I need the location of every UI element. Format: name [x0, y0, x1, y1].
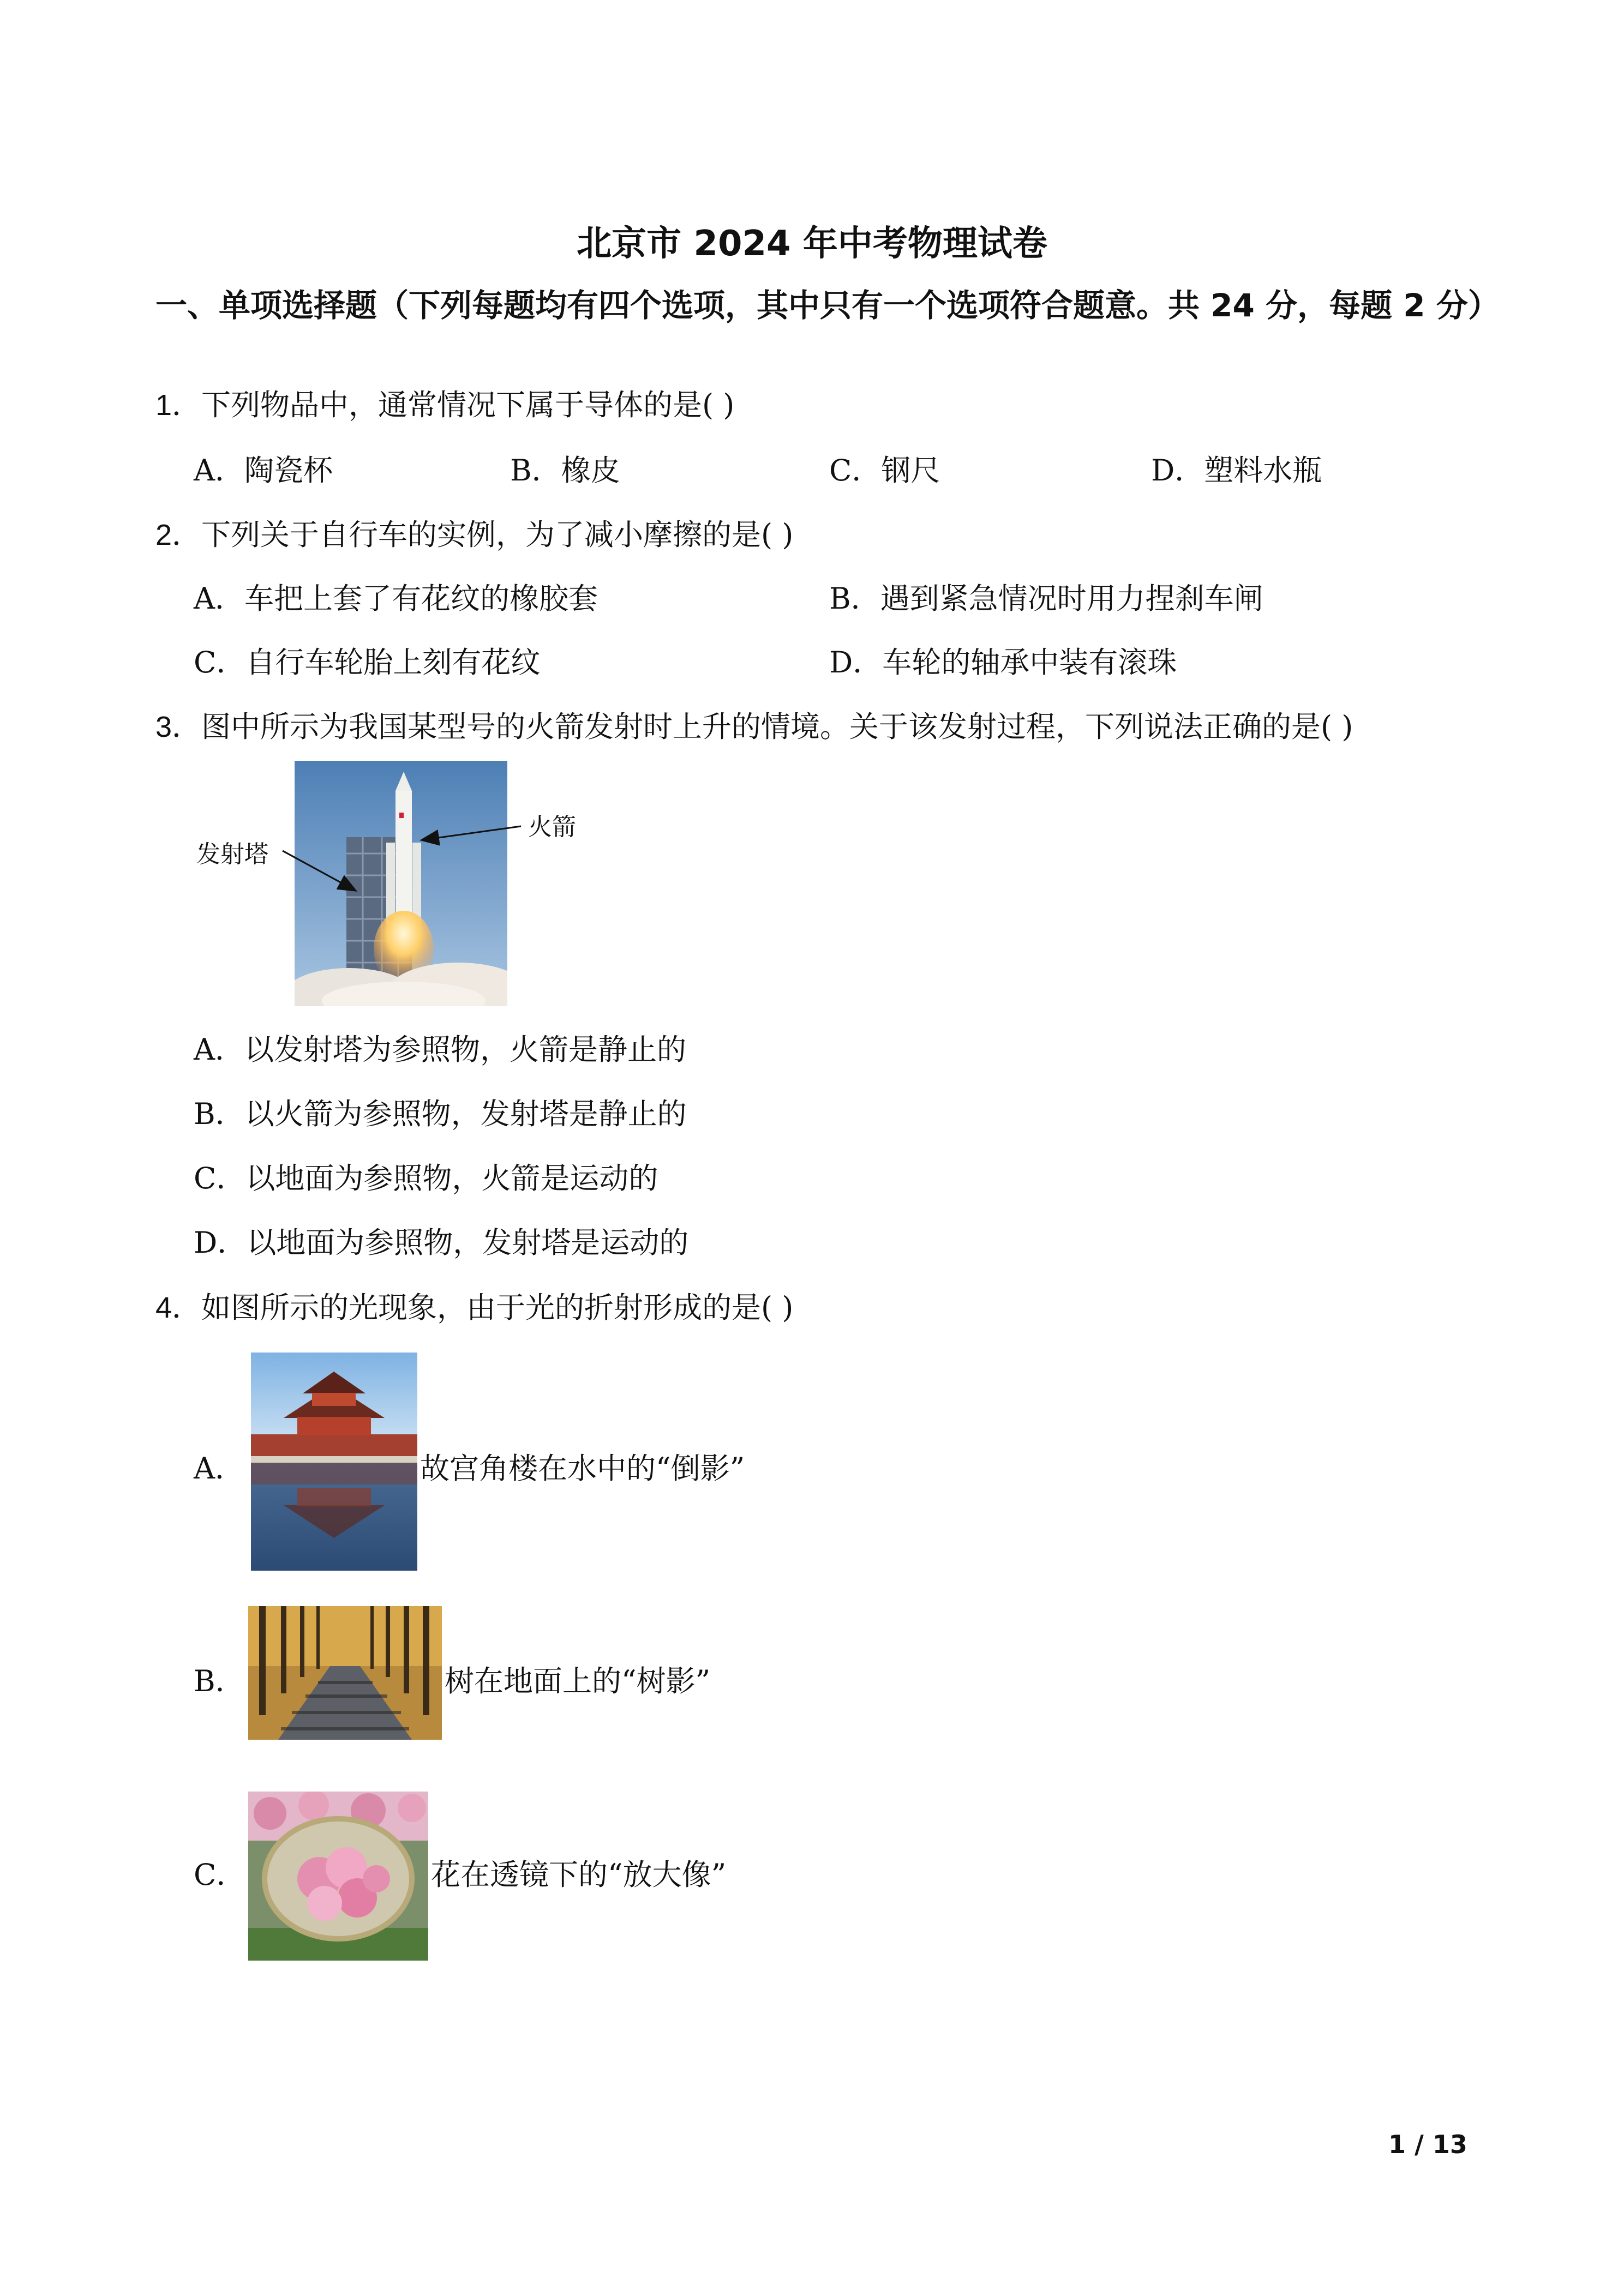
q4-option-b-letter: B． [194, 1664, 245, 1698]
q1-option-c: C．钢尺 [829, 453, 940, 488]
question-text: 下列物品中，通常情况下属于导体的是( ) [201, 388, 735, 422]
section-heading: 一、单项选择题（下列每题均有四个选项，其中只有一个选项符合题意。共 24 分，每题 2 分） [155, 287, 1500, 324]
figure-pointer-arrows [273, 807, 529, 894]
question-number: 2． [155, 519, 202, 551]
q4-option-a-caption: 故宫角楼在水中的“倒影” [420, 1451, 745, 1486]
q3-option-d: D．以地面为参照物，发射塔是运动的 [194, 1225, 689, 1260]
magnified-flower-photo [248, 1792, 428, 1961]
question-text: 下列关于自行车的实例，为了减小摩擦的是( ) [201, 518, 794, 552]
question-text: 如图所示的光现象，由于光的折射形成的是( ) [201, 1290, 794, 1325]
q3-option-c: C．以地面为参照物，火箭是运动的 [194, 1161, 658, 1195]
question-4 [155, 1284, 793, 1326]
page-number: 1 / 13 [1388, 2130, 1467, 2159]
question-3 [155, 704, 1353, 746]
q1-option-b: B．橡皮 [510, 453, 620, 488]
corner-tower-reflection-photo [251, 1353, 417, 1571]
q1-option-a: A．陶瓷杯 [194, 453, 333, 488]
tower-arrow [283, 851, 355, 890]
q3-option-a: A．以发射塔为参照物，火箭是静止的 [194, 1032, 686, 1067]
q2-option-a: A．车把上套了有花纹的橡胶套 [194, 581, 598, 616]
tower-label: 发射塔 [196, 840, 268, 868]
rocket-label: 火箭 [528, 813, 576, 841]
q2-option-b: B．遇到紧急情况时用力捏刹车闸 [829, 581, 1263, 616]
corner-tower-illustration [251, 1353, 417, 1571]
q4-option-c-letter: C． [194, 1858, 246, 1892]
q4-option-a-letter: A． [194, 1451, 244, 1486]
q3-option-b: B．以火箭为参照物，发射塔是静止的 [194, 1097, 687, 1131]
question-number: 4． [155, 1291, 202, 1324]
q2-option-c: C．自行车轮胎上刻有花纹 [194, 645, 541, 680]
tree-shadow-photo [248, 1606, 442, 1740]
q4-option-b-caption: 树在地面上的“树影” [445, 1664, 711, 1698]
rocket-arrow [423, 826, 521, 840]
q2-option-d: D．车轮的轴承中装有滚珠 [829, 645, 1177, 680]
question-number: 3． [155, 711, 202, 743]
page-title: 北京市 2024 年中考物理试卷 [577, 224, 1047, 264]
question-1 [155, 382, 734, 424]
q1-option-d: D．塑料水瓶 [1151, 453, 1322, 488]
question-text: 图中所示为我国某型号的火箭发射时上升的情境。关于该发射过程，下列说法正确的是( ) [201, 710, 1353, 744]
question-2 [155, 512, 793, 554]
q4-option-c-caption: 花在透镜下的“放大像” [431, 1858, 727, 1892]
tree-road-illustration [248, 1606, 442, 1740]
question-number: 1． [155, 389, 202, 422]
flower-lens-illustration [248, 1792, 428, 1961]
